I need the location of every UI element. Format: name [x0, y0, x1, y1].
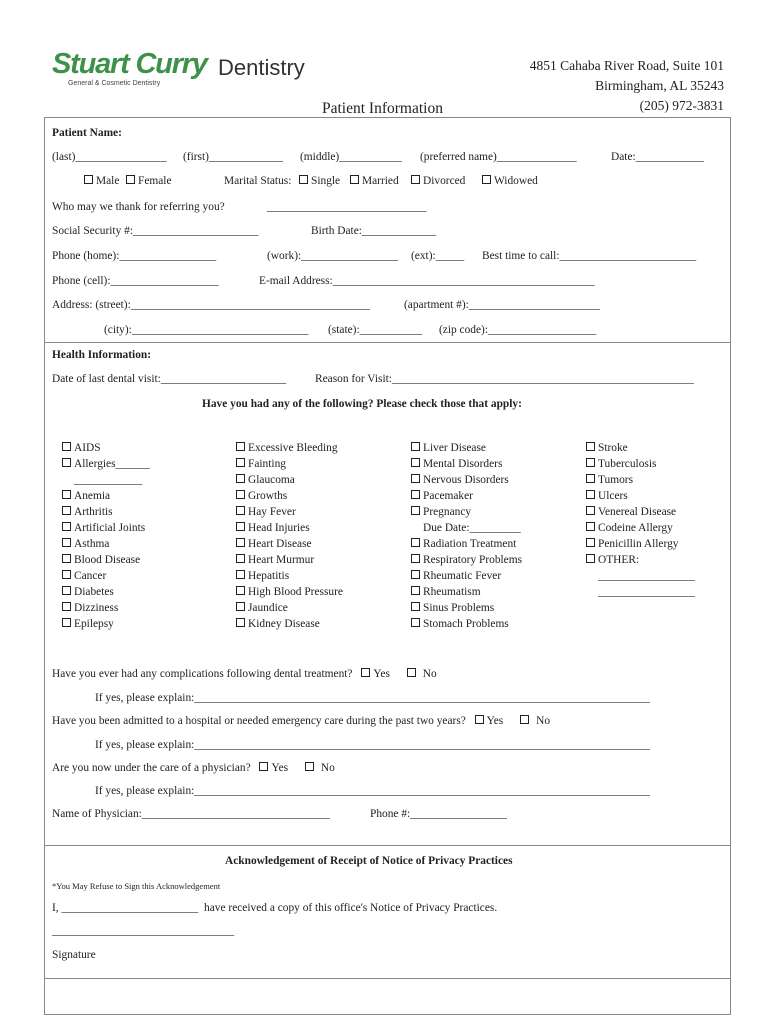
section-divider — [44, 342, 730, 343]
checkbox[interactable] — [126, 175, 135, 184]
checkbox[interactable] — [361, 668, 370, 677]
patient-name-heading: Patient Name: — [52, 127, 122, 139]
checkbox[interactable] — [411, 538, 420, 547]
condition-label: Stroke — [598, 442, 628, 454]
checkbox[interactable] — [62, 490, 71, 499]
condition-item[interactable] — [62, 520, 150, 536]
checkbox[interactable] — [411, 618, 420, 627]
condition-label: Excessive Bleeding — [248, 442, 338, 454]
divorced-label: Divorced — [423, 175, 466, 187]
yes-label: Yes — [271, 762, 289, 774]
condition-item[interactable] — [62, 600, 150, 616]
condition-label: Pregnancy — [423, 506, 472, 518]
checkbox[interactable] — [411, 602, 420, 611]
hospital-yes[interactable] — [475, 715, 504, 727]
condition-item — [411, 520, 522, 536]
condition-item[interactable] — [62, 488, 150, 504]
complications-label: Have you ever had any complications following dental treatment? — [52, 668, 353, 680]
condition-item[interactable] — [411, 456, 522, 472]
checkbox[interactable] — [236, 602, 245, 611]
hospital-label: Have you been admitted to a hospital or needed emergency care during the past two years? — [52, 715, 466, 727]
condition-item — [586, 584, 695, 600]
condition-label: Radiation Treatment — [423, 538, 517, 550]
condition-label: Artificial Joints — [74, 522, 146, 534]
zip-field[interactable]: (zip code):___________________ — [439, 324, 597, 336]
condition-label: Dizziness — [74, 602, 119, 614]
checkbox[interactable] — [411, 570, 420, 579]
condition-label: Rheumatic Fever — [423, 570, 502, 582]
condition-label: Sinus Problems — [423, 602, 495, 614]
hospital-no[interactable] — [520, 715, 550, 727]
checkbox[interactable] — [586, 522, 595, 531]
condition-label: Respiratory Problems — [423, 554, 523, 566]
checkbox[interactable] — [411, 586, 420, 595]
marital-status-label: Marital Status: — [224, 175, 292, 187]
checkbox[interactable] — [586, 538, 595, 547]
checkbox[interactable] — [84, 175, 93, 184]
conditions-col-1 — [62, 440, 150, 632]
condition-label: Glaucoma — [248, 474, 295, 486]
ack-title: Acknowledgement of Receipt of Notice of Privacy Practices — [225, 855, 513, 867]
referral-field[interactable]: ____________________________ — [267, 201, 427, 213]
conditions-col-4 — [586, 440, 695, 600]
home-phone-field[interactable]: Phone (home):_________________ — [52, 250, 217, 262]
condition-label: Arthritis — [74, 506, 113, 518]
checkbox[interactable] — [236, 490, 245, 499]
logo-name: Stuart Curry — [52, 48, 207, 80]
best-time-field[interactable]: Best time to call:________________________ — [482, 250, 697, 262]
widowed-label: Widowed — [494, 175, 538, 187]
work-phone-field[interactable]: (work):_________________ — [267, 250, 398, 262]
checkbox[interactable] — [411, 554, 420, 563]
office-phone: (205) 972-3831 — [639, 98, 724, 113]
condition-item[interactable] — [411, 600, 522, 616]
physician-yes[interactable] — [259, 762, 288, 774]
checkbox[interactable] — [62, 506, 71, 515]
checkbox[interactable] — [482, 175, 491, 184]
checkbox[interactable] — [62, 618, 71, 627]
physician-care-label: Are you now under the care of a physician? — [52, 762, 251, 774]
condition-item[interactable] — [62, 536, 150, 552]
checkbox[interactable] — [62, 522, 71, 531]
condition-label: Allergies______ — [74, 458, 150, 470]
condition-label: Growths — [248, 490, 288, 502]
last-name-field[interactable]: (last)________________ — [52, 151, 167, 163]
reason-field[interactable]: Reason for Visit:_____________________________________________________ — [315, 373, 694, 385]
condition-item[interactable] — [236, 456, 343, 472]
checkbox[interactable] — [236, 586, 245, 595]
address-line-2: Birmingham, AL 35243 — [595, 78, 724, 93]
birth-date-field[interactable]: Birth Date:_____________ — [311, 225, 436, 237]
checkbox[interactable] — [236, 522, 245, 531]
condition-label: High Blood Pressure — [248, 586, 343, 598]
checkbox[interactable] — [411, 474, 420, 483]
complications-yes[interactable] — [361, 668, 390, 680]
condition-label: Penicillin Allergy — [598, 538, 679, 550]
checkbox[interactable] — [586, 554, 595, 563]
condition-label: Fainting — [248, 458, 286, 470]
condition-label: Hepatitis — [248, 570, 290, 582]
condition-label: Tuberculosis — [598, 458, 657, 470]
email-field[interactable]: E-mail Address:______________________________________________ — [259, 275, 595, 287]
health-info-heading: Health Information: — [52, 349, 152, 361]
condition-label: OTHER: — [598, 554, 640, 566]
middle-name-field[interactable]: (middle)___________ — [300, 151, 402, 163]
checkbox[interactable] — [236, 538, 245, 547]
cell-phone-field[interactable]: Phone (cell):___________________ — [52, 275, 219, 287]
condition-label: Nervous Disorders — [423, 474, 509, 486]
married-option[interactable] — [350, 175, 399, 187]
checkbox[interactable] — [236, 442, 245, 451]
condition-item — [62, 472, 150, 488]
physician-question — [52, 762, 335, 774]
condition-item[interactable] — [62, 552, 150, 568]
condition-label: Blood Disease — [74, 554, 141, 566]
condition-label: Due Date:_________ — [423, 522, 521, 534]
physician-explain-field[interactable]: If yes, please explain:________________________________________________________________________________ — [95, 785, 650, 797]
checkbox[interactable] — [236, 506, 245, 515]
ext-field[interactable]: (ext):_____ — [411, 250, 465, 262]
checkbox[interactable] — [259, 762, 268, 771]
condition-item[interactable] — [586, 488, 695, 504]
logo-tagline: General & Cosmetic Dentistry — [68, 80, 161, 87]
office-address — [530, 56, 724, 116]
checkbox[interactable] — [586, 458, 595, 467]
ack-name-field[interactable]: I, ________________________ — [52, 902, 199, 914]
single-option[interactable] — [299, 175, 340, 187]
address-line-1: 4851 Cahaba River Road, Suite 101 — [529, 58, 724, 73]
preferred-name-field[interactable]: (preferred name)______________ — [420, 151, 577, 163]
complications-explain-field[interactable]: If yes, please explain:________________________________________________________________________________ — [95, 692, 650, 704]
condition-item[interactable] — [236, 584, 343, 600]
condition-label: Liver Disease — [423, 442, 486, 454]
last-visit-field[interactable]: Date of last dental visit:______________________ — [52, 373, 287, 385]
condition-item[interactable] — [411, 552, 522, 568]
condition-item[interactable] — [411, 536, 522, 552]
checkbox[interactable] — [236, 570, 245, 579]
condition-label: Rheumatism — [423, 586, 481, 598]
checkbox[interactable] — [350, 175, 359, 184]
condition-item[interactable] — [586, 536, 695, 552]
apartment-field[interactable]: (apartment #):_______________________ — [404, 299, 600, 311]
city-field[interactable]: (city):_______________________________ — [104, 324, 309, 336]
physician-name-field[interactable]: Name of Physician:_________________________________ — [52, 808, 330, 820]
referral-label: Who may we thank for referring you? — [52, 201, 225, 213]
condition-label: _________________ — [598, 586, 695, 598]
condition-item[interactable] — [236, 568, 343, 584]
condition-label: Cancer — [74, 570, 107, 582]
condition-item[interactable] — [411, 488, 522, 504]
date-field[interactable]: Date:____________ — [611, 151, 705, 163]
page-title: Patient Information — [322, 100, 443, 117]
first-name-field[interactable]: (first)_____________ — [183, 151, 283, 163]
female-label: Female — [138, 175, 172, 187]
complications-no[interactable] — [407, 668, 437, 680]
condition-label: Epilepsy — [74, 618, 114, 630]
physician-phone-field[interactable]: Phone #:_________________ — [370, 808, 508, 820]
checkbox[interactable] — [62, 538, 71, 547]
condition-label: Mental Disorders — [423, 458, 503, 470]
checkbox[interactable] — [236, 618, 245, 627]
checkbox[interactable] — [236, 474, 245, 483]
checkbox[interactable] — [411, 506, 420, 515]
condition-item[interactable] — [411, 440, 522, 456]
no-label: No — [536, 715, 551, 727]
checkbox[interactable] — [407, 668, 416, 677]
condition-item[interactable] — [236, 520, 343, 536]
condition-item[interactable] — [411, 584, 522, 600]
yes-label: Yes — [373, 668, 390, 680]
ack-statement-text: have received a copy of this office's Notice of Privacy Practices. — [204, 902, 498, 914]
physician-no[interactable] — [305, 762, 335, 774]
condition-label: Kidney Disease — [248, 618, 320, 630]
checkbox[interactable] — [62, 442, 71, 451]
conditions-col-3 — [411, 440, 522, 632]
condition-label: Diabetes — [74, 586, 114, 598]
condition-label: Ulcers — [598, 490, 628, 502]
checkbox[interactable] — [62, 586, 71, 595]
condition-item[interactable] — [236, 472, 343, 488]
signature-line[interactable]: ________________________________ — [52, 925, 235, 937]
complications-question — [52, 668, 437, 680]
condition-label: Pacemaker — [423, 490, 473, 502]
conditions-question: Have you had any of the following? Please check those that apply: — [202, 398, 522, 410]
condition-label: Stomach Problems — [423, 618, 509, 630]
checkbox[interactable] — [62, 554, 71, 563]
male-option[interactable] — [84, 175, 119, 187]
condition-label: AIDS — [74, 442, 101, 454]
condition-item[interactable] — [586, 552, 695, 568]
checkbox[interactable] — [62, 458, 71, 467]
condition-item[interactable] — [236, 600, 343, 616]
condition-label: Heart Disease — [248, 538, 312, 550]
checkbox[interactable] — [305, 762, 314, 771]
condition-item[interactable] — [236, 616, 343, 632]
checkbox[interactable] — [411, 175, 420, 184]
condition-label: Venereal Disease — [598, 506, 677, 518]
state-field[interactable]: (state):___________ — [328, 324, 423, 336]
condition-label: Head Injuries — [248, 522, 310, 534]
condition-item[interactable] — [586, 520, 695, 536]
married-label: Married — [362, 175, 399, 187]
condition-label: Hay Fever — [248, 506, 296, 518]
no-label: No — [320, 762, 335, 774]
checkbox[interactable] — [411, 490, 420, 499]
condition-item[interactable] — [411, 568, 522, 584]
street-field[interactable]: Address: (street):__________________________________________ — [52, 299, 370, 311]
hospital-explain-field[interactable]: If yes, please explain:________________________________________________________________________________ — [95, 739, 650, 751]
widowed-option[interactable] — [482, 175, 538, 187]
checkbox[interactable] — [236, 554, 245, 563]
condition-label: Anemia — [74, 490, 111, 502]
condition-label: Tumors — [598, 474, 634, 486]
condition-label: Codeine Allergy — [598, 522, 673, 534]
condition-item[interactable] — [236, 440, 343, 456]
condition-item[interactable] — [62, 440, 150, 456]
single-label: Single — [311, 175, 341, 187]
condition-label: Asthma — [74, 538, 110, 550]
conditions-col-2 — [236, 440, 343, 632]
female-option[interactable] — [126, 175, 172, 187]
checkbox[interactable] — [411, 458, 420, 467]
ack-statement — [52, 902, 497, 914]
checkbox[interactable] — [411, 442, 420, 451]
condition-item[interactable] — [411, 504, 522, 520]
ack-refuse-note: *You May Refuse to Sign this Acknowledgement — [52, 881, 221, 891]
divorced-option[interactable] — [411, 175, 465, 187]
condition-item[interactable] — [62, 584, 150, 600]
condition-item[interactable] — [411, 472, 522, 488]
checkbox[interactable] — [586, 442, 595, 451]
checkbox[interactable] — [236, 458, 245, 467]
no-label: No — [422, 668, 437, 680]
condition-label: ____________ — [74, 474, 143, 486]
hospital-question — [52, 715, 550, 727]
ssn-field[interactable]: Social Security #:______________________ — [52, 225, 259, 237]
condition-item[interactable] — [586, 472, 695, 488]
checkbox[interactable] — [586, 474, 595, 483]
condition-item[interactable] — [62, 616, 150, 632]
condition-item[interactable] — [236, 488, 343, 504]
checkbox[interactable] — [520, 715, 529, 724]
condition-item[interactable] — [62, 456, 150, 472]
checkbox[interactable] — [299, 175, 308, 184]
signature-label: Signature — [52, 949, 96, 961]
condition-item[interactable] — [62, 504, 150, 520]
logo-word: Dentistry — [218, 55, 305, 80]
condition-item[interactable] — [236, 504, 343, 520]
checkbox[interactable] — [62, 602, 71, 611]
checkbox[interactable] — [586, 490, 595, 499]
condition-item[interactable] — [586, 504, 695, 520]
checkbox[interactable] — [586, 506, 595, 515]
condition-label: Jaundice — [248, 602, 288, 614]
male-label: Male — [96, 175, 120, 187]
condition-label: _________________ — [598, 570, 695, 582]
condition-item[interactable] — [586, 440, 695, 456]
yes-label: Yes — [486, 715, 504, 727]
condition-label: Heart Murmur — [248, 554, 315, 566]
condition-item[interactable] — [586, 456, 695, 472]
condition-item[interactable] — [411, 616, 522, 632]
checkbox[interactable] — [475, 715, 484, 724]
checkbox[interactable] — [62, 570, 71, 579]
condition-item[interactable] — [236, 552, 343, 568]
condition-item[interactable] — [62, 568, 150, 584]
condition-item[interactable] — [236, 536, 343, 552]
condition-item — [586, 568, 695, 584]
